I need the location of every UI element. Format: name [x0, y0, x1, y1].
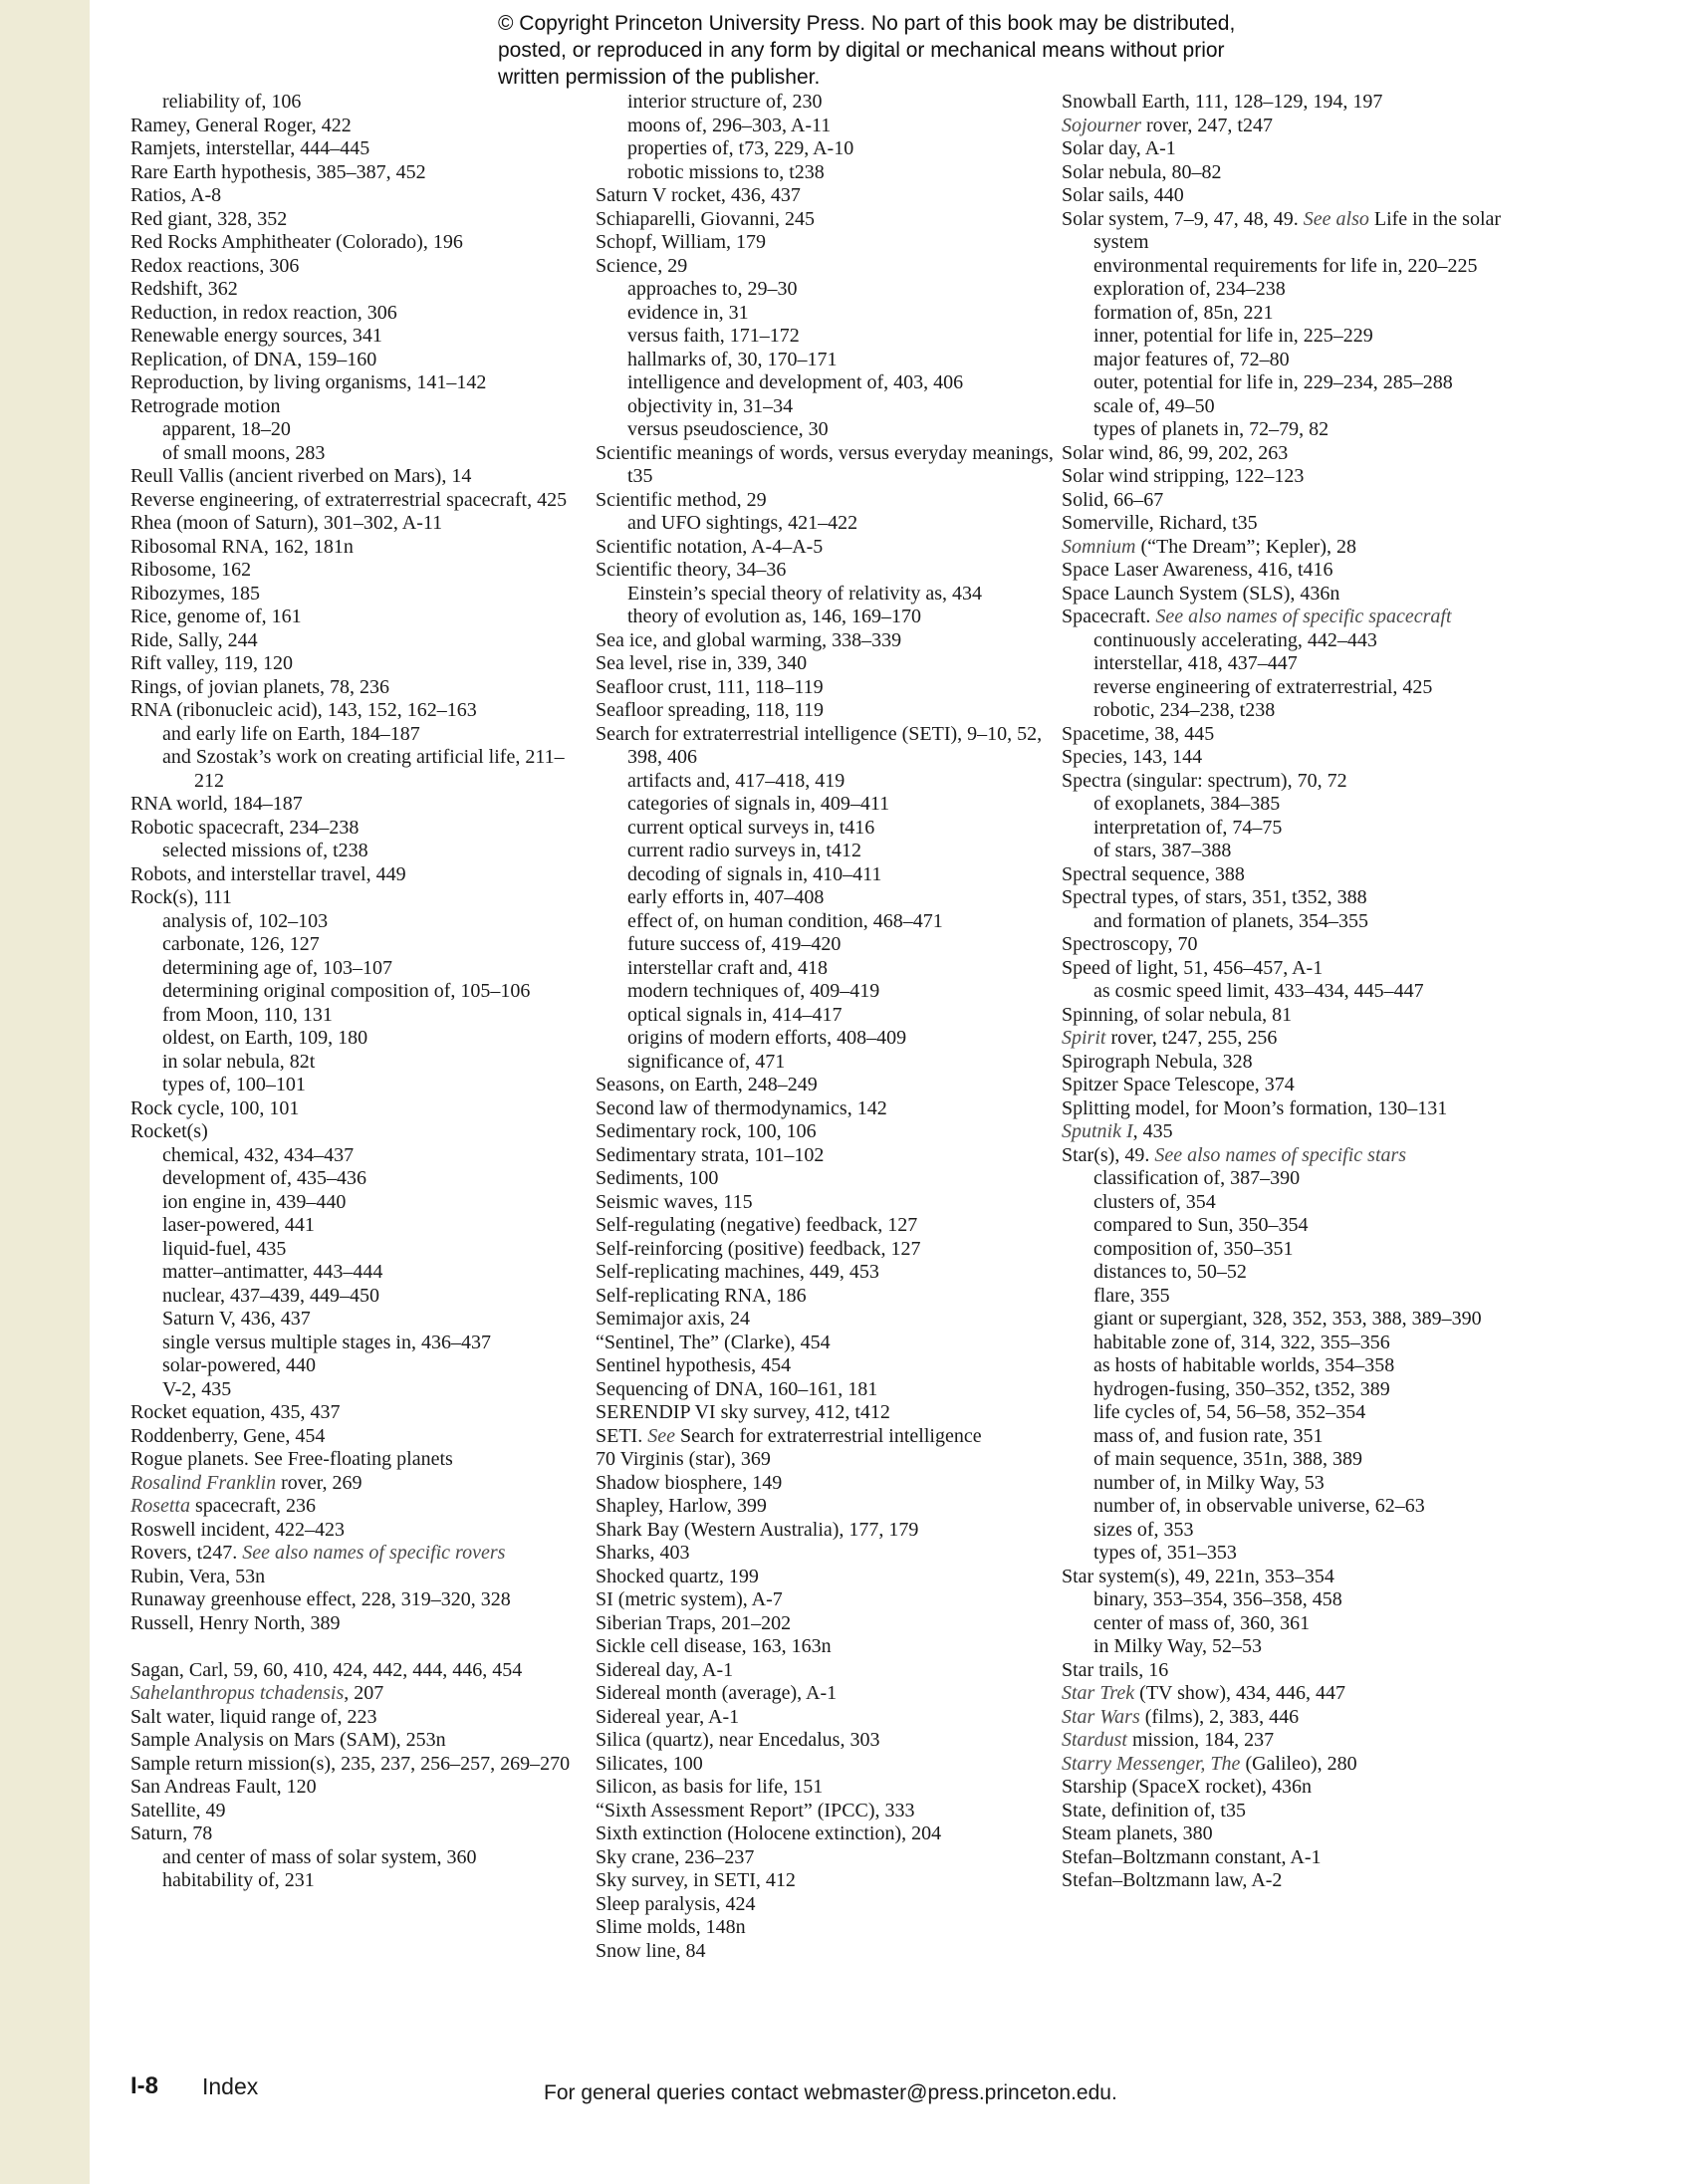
index-entry: Rosalind Franklin rover, 269 — [130, 1471, 363, 1494]
index-entry: Species, 143, 144 — [1062, 746, 1203, 768]
index-entry: Star system(s), 49, 221n, 353–354 — [1062, 1565, 1334, 1587]
index-column-1 — [130, 91, 589, 1893]
index-entry: types of, 351–353 — [1093, 1542, 1237, 1564]
index-entry: interstellar craft and, 418 — [627, 956, 829, 979]
index-entry: Rocket(s) — [130, 1120, 208, 1142]
index-entry: Roswell incident, 422–423 — [130, 1518, 345, 1541]
index-entry: hydrogen-fusing, 350–352, t352, 389 — [1093, 1377, 1390, 1400]
index-entry: decoding of signals in, 410–411 — [627, 862, 882, 885]
index-entry: Star trails, 16 — [1062, 1658, 1169, 1681]
index-entry: Sputnik I, 435 — [1062, 1120, 1173, 1142]
index-entry: effect of, on human condition, 468–471 — [627, 909, 943, 932]
index-entry: Shark Bay (Western Australia), 177, 179 — [596, 1518, 919, 1541]
index-entry: Scientific method, 29 — [596, 488, 767, 511]
index-entry: Science, 29 — [596, 254, 688, 277]
index-entry: Shocked quartz, 199 — [596, 1565, 759, 1587]
index-entry: Shapley, Harlow, 399 — [596, 1495, 767, 1517]
index-entry: artifacts and, 417–418, 419 — [627, 769, 846, 792]
index-entry: intelligence and development of, 403, 406 — [627, 371, 964, 393]
index-entry: Robots, and interstellar travel, 449 — [130, 862, 406, 885]
index-entry: Spirograph Nebula, 328 — [1062, 1050, 1253, 1073]
index-entry: Space Launch System (SLS), 436n — [1062, 582, 1340, 605]
index-entry: Ramjets, interstellar, 444–445 — [130, 137, 370, 159]
index-entry: Solid, 66–67 — [1062, 488, 1164, 511]
index-entry: continuously accelerating, 442–443 — [1093, 628, 1377, 651]
index-entry: Space Laser Awareness, 416, t416 — [1062, 559, 1333, 581]
index-entry: SERENDIP VI sky survey, 412, t412 — [596, 1401, 890, 1423]
index-entry: Solar sails, 440 — [1062, 184, 1184, 206]
index-entry: chemical, 432, 434–437 — [162, 1143, 355, 1166]
index-entry: Rubin, Vera, 53n — [130, 1565, 266, 1587]
index-entry: future success of, 419–420 — [627, 933, 842, 955]
index-entry: objectivity in, 31–34 — [627, 394, 794, 417]
index-entry: Search for extraterrestrial intelligence (SETI), 9–10, 52, 398, 406 — [596, 722, 1043, 768]
index-entry: State, definition of, t35 — [1062, 1799, 1246, 1821]
page-number: I-8 — [130, 2072, 159, 2099]
index-entry: versus pseudoscience, 30 — [627, 418, 829, 440]
index-entry: types of planets in, 72–79, 82 — [1093, 418, 1329, 440]
index-entry: SI (metric system), A-7 — [596, 1588, 783, 1610]
index-entry: flare, 355 — [1093, 1284, 1170, 1307]
index-entry: Seasons, on Earth, 248–249 — [596, 1074, 818, 1095]
index-entry: Self-regulating (negative) feedback, 127 — [596, 1214, 918, 1236]
index-entry: Spirit rover, t247, 255, 256 — [1062, 1027, 1278, 1049]
index-entry: Roddenberry, Gene, 454 — [130, 1424, 326, 1447]
index-entry: theory of evolution as, 146, 169–170 — [627, 606, 921, 627]
index-entry: Star Wars (films), 2, 383, 446 — [1062, 1705, 1300, 1728]
index-entry: early efforts in, 407–408 — [627, 886, 825, 908]
index-entry: hallmarks of, 30, 170–171 — [627, 348, 838, 370]
index-entry: Spectra (singular: spectrum), 70, 72 — [1062, 769, 1347, 792]
index-entry: interior structure of, 230 — [627, 91, 823, 113]
index-entry: Somerville, Richard, t35 — [1062, 512, 1258, 534]
index-entry: versus faith, 171–172 — [627, 325, 800, 347]
index-entry: Somnium (“The Dream”; Kepler), 28 — [1062, 535, 1357, 558]
index-entry: Rock(s), 111 — [130, 886, 232, 908]
index-entry: modern techniques of, 409–419 — [627, 980, 880, 1002]
index-entry: Second law of thermodynamics, 142 — [596, 1096, 887, 1119]
index-column-2 — [596, 91, 1054, 1963]
index-entry: Sixth extinction (Holocene extinction), 204 — [596, 1822, 942, 1844]
index-entry: in Milky Way, 52–53 — [1093, 1635, 1262, 1657]
index-entry: binary, 353–354, 356–358, 458 — [1093, 1588, 1342, 1610]
index-entry: current radio surveys in, t412 — [627, 840, 861, 861]
index-entry: Redshift, 362 — [130, 278, 238, 300]
index-entry: “Sixth Assessment Report” (IPCC), 333 — [596, 1799, 915, 1821]
index-entry: Steam planets, 380 — [1062, 1822, 1213, 1844]
index-entry: Sidereal month (average), A-1 — [596, 1682, 838, 1704]
index-entry: Scientific meanings of words, versus everyday meanings, t35 — [596, 441, 1054, 487]
index-entry: Ribosome, 162 — [130, 559, 252, 581]
index-entry: as cosmic speed limit, 433–434, 445–447 — [1093, 980, 1424, 1002]
index-entry: Schopf, William, 179 — [596, 231, 767, 253]
index-entry: determining original composition of, 105–106 — [162, 980, 531, 1002]
index-entry: Seafloor spreading, 118, 119 — [596, 699, 825, 721]
index-entry — [130, 1635, 589, 1659]
index-entry: Sidereal day, A-1 — [596, 1658, 734, 1681]
index-entry: Rhea (moon of Saturn), 301–302, A-11 — [130, 512, 443, 534]
index-entry: Starship (SpaceX rocket), 436n — [1062, 1776, 1313, 1798]
index-entry: Star(s), 49. See also names of specific stars — [1062, 1143, 1407, 1166]
index-entry: and center of mass of solar system, 360 — [162, 1845, 477, 1868]
index-entry: Snow line, 84 — [596, 1939, 706, 1962]
index-entry: Sharks, 403 — [596, 1542, 690, 1564]
index-entry: apparent, 18–20 — [162, 418, 291, 440]
index-entry: Sleep paralysis, 424 — [596, 1892, 756, 1915]
index-entry: Satellite, 49 — [130, 1799, 226, 1821]
index-entry: Sequencing of DNA, 160–161, 181 — [596, 1377, 878, 1400]
index-entry: robotic missions to, t238 — [627, 160, 825, 183]
index-entry: Sedimentary strata, 101–102 — [596, 1143, 825, 1166]
index-entry: Silicates, 100 — [596, 1752, 703, 1775]
index-entry: of small moons, 283 — [162, 441, 326, 464]
index-entry: oldest, on Earth, 109, 180 — [162, 1027, 368, 1049]
index-entry: Starry Messenger, The (Galileo), 280 — [1062, 1752, 1357, 1775]
index-entry: Silica (quartz), near Encedalus, 303 — [596, 1729, 880, 1751]
index-entry: Reverse engineering, of extraterrestrial spacecraft, 425 — [130, 488, 568, 511]
index-entry: evidence in, 31 — [627, 301, 749, 324]
index-entry: Sky survey, in SETI, 412 — [596, 1869, 796, 1891]
index-entry: Sojourner rover, 247, t247 — [1062, 114, 1273, 136]
index-entry: Solar wind, 86, 99, 202, 263 — [1062, 441, 1289, 464]
index-entry: V-2, 435 — [162, 1377, 232, 1400]
index-column-3 — [1062, 91, 1530, 1893]
index-entry: RNA (ribonucleic acid), 143, 152, 162–163 — [130, 699, 477, 721]
index-entry: Silicon, as basis for life, 151 — [596, 1776, 824, 1798]
index-entry: matter–antimatter, 443–444 — [162, 1261, 383, 1283]
index-entry: reverse engineering of extraterrestrial, 425 — [1093, 675, 1433, 698]
index-entry: reliability of, 106 — [162, 91, 302, 113]
index-entry: sizes of, 353 — [1093, 1518, 1194, 1541]
index-entry: and Szostak’s work on creating artificial life, 211–212 — [162, 746, 565, 792]
page-margin-strip — [0, 0, 90, 2184]
contact-line: For general queries contact webmaster@press.princeton.edu. — [544, 2081, 1117, 2104]
index-entry: clusters of, 354 — [1093, 1190, 1216, 1213]
index-entry: Siberian Traps, 201–202 — [596, 1611, 792, 1634]
index-entry: origins of modern efforts, 408–409 — [627, 1027, 907, 1049]
index-entry: 70 Virginis (star), 369 — [596, 1448, 771, 1470]
index-entry: interstellar, 418, 437–447 — [1093, 652, 1298, 674]
index-entry: optical signals in, 414–417 — [627, 1003, 843, 1026]
index-entry: Sea level, rise in, 339, 340 — [596, 652, 808, 674]
index-entry: inner, potential for life in, 225–229 — [1093, 325, 1373, 347]
index-entry: formation of, 85n, 221 — [1093, 301, 1274, 324]
index-entry: Ramey, General Roger, 422 — [130, 114, 352, 136]
index-entry: Spacecraft. See also names of specific spacecraft — [1062, 606, 1452, 627]
index-entry: Redox reactions, 306 — [130, 254, 300, 277]
index-entry: Star Trek (TV show), 434, 446, 447 — [1062, 1682, 1346, 1704]
index-entry: life cycles of, 54, 56–58, 352–354 — [1093, 1401, 1366, 1423]
index-entry: single versus multiple stages in, 436–437 — [162, 1331, 491, 1353]
index-entry: Rift valley, 119, 120 — [130, 652, 293, 674]
index-entry: RNA world, 184–187 — [130, 793, 303, 815]
index-entry: Sentinel hypothesis, 454 — [596, 1354, 792, 1376]
index-entry: Replication, of DNA, 159–160 — [130, 348, 377, 370]
index-entry: liquid-fuel, 435 — [162, 1237, 287, 1260]
index-entry: as hosts of habitable worlds, 354–358 — [1093, 1354, 1395, 1376]
index-entry: Speed of light, 51, 456–457, A-1 — [1062, 956, 1324, 979]
index-entry: San Andreas Fault, 120 — [130, 1776, 317, 1798]
index-entry: classification of, 387–390 — [1093, 1167, 1301, 1189]
index-entry: significance of, 471 — [627, 1050, 786, 1073]
index-entry: Spitzer Space Telescope, 374 — [1062, 1074, 1295, 1095]
index-entry: scale of, 49–50 — [1093, 394, 1215, 417]
index-entry: Scientific theory, 34–36 — [596, 559, 787, 581]
index-entry: Splitting model, for Moon’s formation, 130–131 — [1062, 1096, 1448, 1119]
index-entry: interpretation of, 74–75 — [1093, 816, 1283, 839]
index-entry: solar-powered, 440 — [162, 1354, 316, 1376]
index-entry: Reduction, in redox reaction, 306 — [130, 301, 397, 324]
index-entry: major features of, 72–80 — [1093, 348, 1290, 370]
index-entry: Red giant, 328, 352 — [130, 207, 288, 230]
index-entry: Shadow biosphere, 149 — [596, 1471, 783, 1494]
index-entry: of stars, 387–388 — [1093, 840, 1232, 861]
index-entry: Ribosomal RNA, 162, 181n — [130, 535, 354, 558]
index-entry: “Sentinel, The” (Clarke), 454 — [596, 1331, 831, 1353]
index-entry: and UFO sightings, 421–422 — [627, 512, 858, 534]
index-entry: Spinning, of solar nebula, 81 — [1062, 1003, 1293, 1026]
index-entry: moons of, 296–303, A-11 — [627, 114, 832, 136]
index-entry: mass of, and fusion rate, 351 — [1093, 1424, 1324, 1447]
index-entry: habitability of, 231 — [162, 1869, 315, 1891]
index-entry: Sidereal year, A-1 — [596, 1705, 740, 1728]
index-entry: habitable zone of, 314, 322, 355–356 — [1093, 1331, 1390, 1353]
index-entry: Sediments, 100 — [596, 1167, 719, 1189]
index-entry: Snowball Earth, 111, 128–129, 194, 197 — [1062, 91, 1383, 113]
index-entry: Einstein’s special theory of relativity as, 434 — [627, 582, 983, 605]
index-entry: development of, 435–436 — [162, 1167, 366, 1189]
index-entry: Runaway greenhouse effect, 228, 319–320, 328 — [130, 1588, 511, 1610]
index-entry: Saturn V rocket, 436, 437 — [596, 184, 801, 206]
index-entry: and formation of planets, 354–355 — [1093, 909, 1369, 932]
index-entry: Solar wind stripping, 122–123 — [1062, 465, 1305, 487]
index-entry: Self-reinforcing (positive) feedback, 127 — [596, 1237, 921, 1260]
index-entry: exploration of, 234–238 — [1093, 278, 1286, 300]
index-entry: Self-replicating machines, 449, 453 — [596, 1261, 879, 1283]
index-entry: Schiaparelli, Giovanni, 245 — [596, 207, 815, 230]
index-entry: outer, potential for life in, 229–234, 285–288 — [1093, 371, 1453, 393]
index-entry: Sky crane, 236–237 — [596, 1845, 755, 1868]
index-entry: Sagan, Carl, 59, 60, 410, 424, 442, 444, 446, 454 — [130, 1658, 523, 1681]
index-entry: Sickle cell disease, 163, 163n — [596, 1635, 832, 1657]
index-entry: Rock cycle, 100, 101 — [130, 1096, 300, 1119]
index-entry: in solar nebula, 82t — [162, 1050, 316, 1073]
index-entry: Russell, Henry North, 389 — [130, 1611, 341, 1634]
index-entry: Sahelanthropus tchadensis, 207 — [130, 1682, 384, 1704]
index-entry: compared to Sun, 350–354 — [1093, 1214, 1309, 1236]
index-entry: environmental requirements for life in, 220–225 — [1093, 254, 1478, 277]
index-entry: current optical surveys in, t416 — [627, 816, 875, 839]
index-entry: robotic, 234–238, t238 — [1093, 699, 1276, 721]
index-entry: of main sequence, 351n, 388, 389 — [1093, 1448, 1362, 1470]
index-entry: Rare Earth hypothesis, 385–387, 452 — [130, 160, 426, 183]
index-entry: Rosetta spacecraft, 236 — [130, 1495, 317, 1517]
index-entry: Retrograde motion — [130, 394, 281, 417]
copyright-notice: © Copyright Princeton University Press. No part of this book may be distributed, posted, or reproduced in any form by digital or mechanical means without prior written permission of the publisher. — [498, 12, 1236, 89]
index-entry: number of, in observable universe, 62–63 — [1093, 1495, 1425, 1517]
index-entry: Self-replicating RNA, 186 — [596, 1284, 807, 1307]
index-entry: categories of signals in, 409–411 — [627, 793, 890, 815]
index-entry: Saturn, 78 — [130, 1822, 213, 1844]
index-entry: from Moon, 110, 131 — [162, 1003, 333, 1026]
index-entry: giant or supergiant, 328, 352, 353, 388, 389–390 — [1093, 1308, 1482, 1330]
index-entry: Rocket equation, 435, 437 — [130, 1401, 341, 1423]
index-entry: Rice, genome of, 161 — [130, 606, 302, 627]
index-entry: Stefan–Boltzmann law, A-2 — [1062, 1869, 1283, 1891]
index-entry: nuclear, 437–439, 449–450 — [162, 1284, 380, 1307]
index-entry: center of mass of, 360, 361 — [1093, 1611, 1311, 1634]
index-entry: Rogue planets. See Free-floating planets — [130, 1448, 453, 1470]
index-entry: Salt water, liquid range of, 223 — [130, 1705, 377, 1728]
index-entry: Solar day, A-1 — [1062, 137, 1176, 159]
section-label: Index — [202, 2073, 259, 2099]
index-entry: Ribozymes, 185 — [130, 582, 260, 605]
index-entry: Rings, of jovian planets, 78, 236 — [130, 675, 389, 698]
index-entry: Reull Vallis (ancient riverbed on Mars), 14 — [130, 465, 472, 487]
index-entry: Seismic waves, 115 — [596, 1190, 753, 1213]
index-entry: Solar nebula, 80–82 — [1062, 160, 1222, 183]
index-entry: Ratios, A-8 — [130, 184, 222, 206]
index-entry: selected missions of, t238 — [162, 840, 368, 861]
index-entry: carbonate, 126, 127 — [162, 933, 320, 955]
index-entry: composition of, 350–351 — [1093, 1237, 1294, 1260]
index-entry: Saturn V, 436, 437 — [162, 1308, 311, 1330]
index-entry: Solar system, 7–9, 47, 48, 49. See also Life in the solar system — [1062, 207, 1502, 253]
index-entry: Sedimentary rock, 100, 106 — [596, 1120, 817, 1142]
index-entry: and early life on Earth, 184–187 — [162, 722, 420, 745]
index-entry: Seafloor crust, 111, 118–119 — [596, 675, 824, 698]
index-entry: laser-powered, 441 — [162, 1214, 315, 1236]
index-entry: Red Rocks Amphitheater (Colorado), 196 — [130, 231, 463, 253]
index-entry: Stefan–Boltzmann constant, A-1 — [1062, 1845, 1322, 1868]
index-entry: Robotic spacecraft, 234–238 — [130, 816, 360, 839]
index-entry: Spectral types, of stars, 351, t352, 388 — [1062, 886, 1367, 908]
index-entry: Rovers, t247. See also names of specific rovers — [130, 1542, 506, 1564]
index-entry: Renewable energy sources, 341 — [130, 325, 382, 347]
index-entry: SETI. See Search for extraterrestrial intelligence — [596, 1424, 982, 1447]
index-entry: types of, 100–101 — [162, 1074, 306, 1095]
index-entry: Sample Analysis on Mars (SAM), 253n — [130, 1729, 446, 1751]
index-entry: Ride, Sally, 244 — [130, 628, 258, 651]
index-entry: Spectral sequence, 388 — [1062, 862, 1245, 885]
index-entry: ion engine in, 439–440 — [162, 1190, 347, 1213]
index-entry: Stardust mission, 184, 237 — [1062, 1729, 1275, 1751]
index-entry: number of, in Milky Way, 53 — [1093, 1471, 1325, 1494]
index-entry: Slime molds, 148n — [596, 1916, 746, 1938]
index-entry: determining age of, 103–107 — [162, 956, 393, 979]
index-entry: Sea ice, and global warming, 338–339 — [596, 628, 902, 651]
index-entry: Spacetime, 38, 445 — [1062, 722, 1215, 745]
index-entry: analysis of, 102–103 — [162, 909, 329, 932]
index-entry: of exoplanets, 384–385 — [1093, 793, 1281, 815]
index-entry: Reproduction, by living organisms, 141–142 — [130, 371, 487, 393]
index-entry: properties of, t73, 229, A-10 — [627, 137, 854, 159]
index-entry: approaches to, 29–30 — [627, 278, 798, 300]
index-entry: distances to, 50–52 — [1093, 1261, 1247, 1283]
index-entry: Semimajor axis, 24 — [596, 1308, 750, 1330]
index-entry: Scientific notation, A-4–A-5 — [596, 535, 824, 558]
index-entry: Sample return mission(s), 235, 237, 256–257, 269–270 — [130, 1752, 571, 1775]
index-entry: Spectroscopy, 70 — [1062, 933, 1198, 955]
